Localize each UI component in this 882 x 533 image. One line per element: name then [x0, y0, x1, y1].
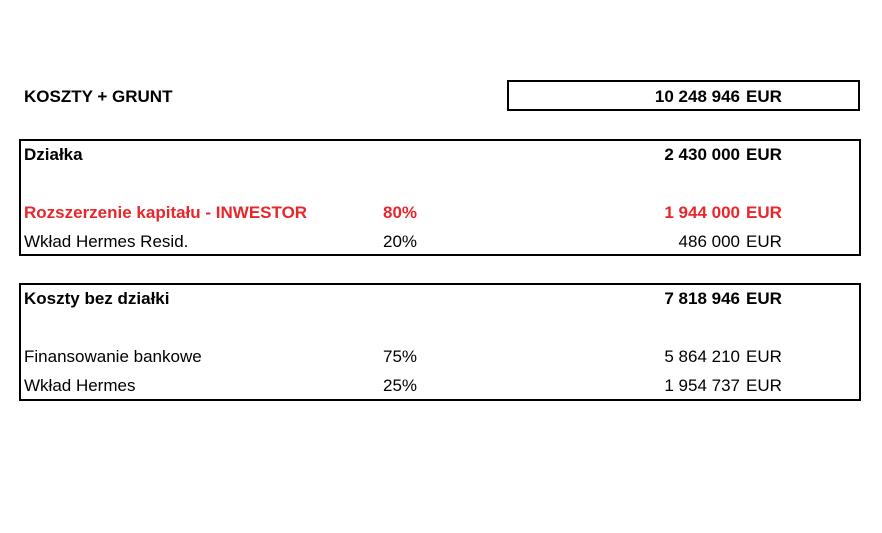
land-title-currency: EUR [746, 145, 782, 164]
land-title-value: 2 430 000 [664, 145, 740, 164]
costs-title-value: 7 818 946 [664, 289, 740, 308]
hermes-contribution-currency: EUR [746, 376, 782, 395]
investor-currency: EUR [746, 203, 782, 222]
land-title: Działka [24, 145, 83, 164]
costs-title-currency: EUR [746, 289, 782, 308]
bank-financing-percent: 75% [383, 347, 418, 366]
hermes-resid-percent: 20% [383, 232, 418, 251]
investor-label: Rozszerzenie kapitału - INWESTOR [24, 203, 308, 222]
bank-financing-label: Finansowanie bankowe [24, 347, 202, 366]
hermes-contribution-label: Wkład Hermes [24, 376, 136, 395]
bank-financing-value: 5 864 210 [664, 347, 740, 366]
hermes-resid-currency: EUR [746, 232, 782, 251]
total-currency: EUR [746, 87, 782, 106]
investor-value: 1 944 000 [664, 203, 740, 222]
total-value: 10 248 946 [654, 87, 740, 106]
hermes-contribution-value: 1 954 737 [664, 376, 740, 395]
bank-financing-currency: EUR [746, 347, 782, 366]
total-label: KOSZTY + GRUNT [24, 87, 173, 106]
costs-title: Koszty bez działki [24, 289, 170, 308]
hermes-resid-value: 486 000 [678, 232, 740, 251]
hermes-resid-label: Wkład Hermes Resid. [24, 232, 189, 251]
investor-percent: 80% [383, 203, 418, 222]
hermes-contribution-percent: 25% [383, 376, 418, 395]
